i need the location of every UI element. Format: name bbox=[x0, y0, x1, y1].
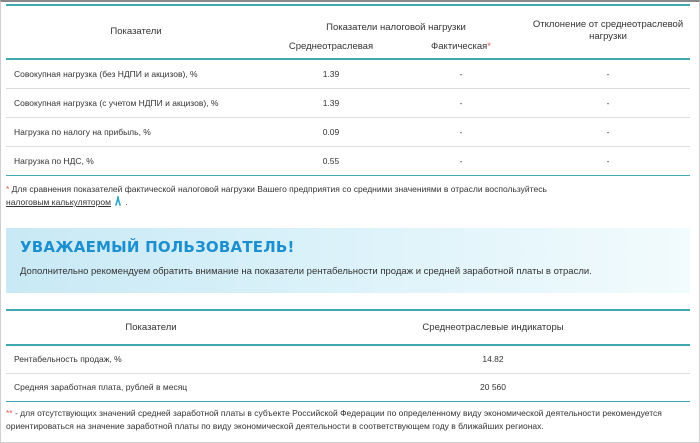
banner-text: Дополнительно рекомендуем обратить внимание на показатели рентабельности продаж и средней заработной платы в отрасли. bbox=[20, 266, 592, 277]
table-row bbox=[6, 88, 690, 117]
row-label: Совокупная нагрузка (без НДПИ и акцизов), % bbox=[6, 59, 266, 88]
footnote-star: * bbox=[487, 41, 491, 52]
row-label: Нагрузка по налогу на прибыль, % bbox=[6, 117, 266, 146]
industry-avg-value: 0.09 bbox=[266, 117, 396, 146]
notice-banner bbox=[6, 228, 690, 293]
footnote-stars: ** bbox=[6, 408, 13, 418]
column-header-indicators: Показатели bbox=[6, 310, 296, 345]
industry-avg-value: 0.55 bbox=[266, 146, 396, 175]
row-label: Средняя заработная плата, рублей в месяц bbox=[6, 373, 296, 401]
footnote-text: Для сравнения показателей фактической налоговой нагрузки Вашего предприятия со средними значениями в отрасли воспользуйтесь bbox=[9, 184, 547, 194]
table-row bbox=[6, 59, 690, 88]
tax-footnote bbox=[6, 183, 690, 209]
salary-footnote bbox=[6, 407, 690, 433]
row-label: Нагрузка по НДС, % bbox=[6, 146, 266, 175]
deviation-value: - bbox=[526, 117, 690, 146]
deviation-value: - bbox=[526, 59, 690, 88]
row-label: Совокупная нагрузка (с учетом НДПИ и акцизов), % bbox=[6, 88, 266, 117]
deviation-value: - bbox=[526, 88, 690, 117]
column-header-tax-burden: Показатели налоговой нагрузки bbox=[326, 22, 466, 33]
footnote-star: * bbox=[6, 184, 10, 194]
tax-burden-table bbox=[6, 4, 690, 176]
footnote-text: - для отсутствующих значений средней заработной платы в субъекте Российской Федерации по определенному виду экономической деятельности рекомендуется ориентироваться на значение заработной платы по виду экономической деятельности в соответствующем году в ближайших регионах. bbox=[6, 408, 662, 431]
indicator-value: 14.82 bbox=[296, 345, 690, 373]
table-row bbox=[6, 373, 690, 401]
column-header-deviation: Отклонение от среднеотраслевой нагрузки bbox=[532, 19, 684, 42]
footnote-end: . bbox=[122, 197, 128, 207]
actual-value: - bbox=[396, 88, 526, 117]
table-row bbox=[6, 117, 690, 146]
indicator-value: 20 560 bbox=[296, 373, 690, 401]
row-label: Рентабельность продаж, % bbox=[6, 345, 296, 373]
column-header-actual bbox=[396, 35, 526, 59]
banner-title: УВАЖАЕМЫЙ ПОЛЬЗОВАТЕЛЬ! bbox=[20, 238, 295, 256]
info-icon[interactable] bbox=[113, 196, 123, 206]
actual-label: Фактическая bbox=[431, 41, 488, 52]
industry-indicators-table bbox=[6, 309, 690, 402]
table-row bbox=[6, 345, 690, 373]
industry-avg-value: 1.39 bbox=[266, 59, 396, 88]
actual-value: - bbox=[396, 59, 526, 88]
column-header-industry-indicators: Среднеотраслевые индикаторы bbox=[296, 310, 690, 345]
column-header-indicators: Показатели bbox=[110, 25, 162, 37]
actual-value: - bbox=[396, 117, 526, 146]
table-row bbox=[6, 146, 690, 175]
column-header-industry-avg: Среднеотраслевая bbox=[288, 41, 374, 52]
tax-calculator-link[interactable]: налоговым калькулятором bbox=[6, 197, 111, 207]
industry-avg-value: 1.39 bbox=[266, 88, 396, 117]
actual-value: - bbox=[396, 146, 526, 175]
deviation-value: - bbox=[526, 146, 690, 175]
